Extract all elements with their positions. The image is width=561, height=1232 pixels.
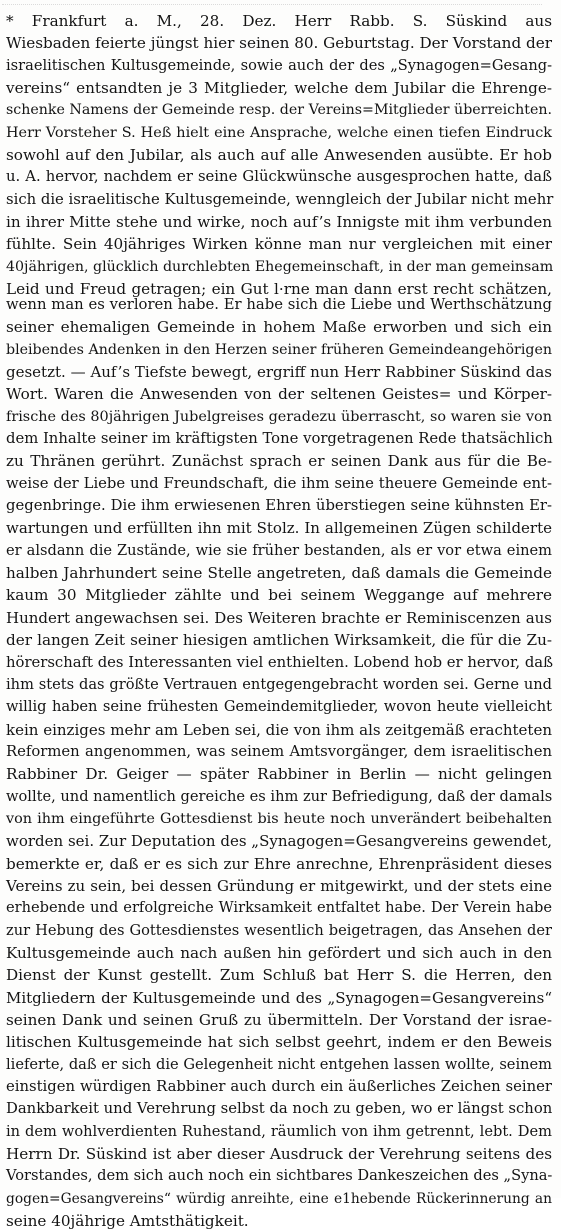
text-line: er alsdann die Zustände, wie sie früher bestanden, als er vor etwa einem [6, 541, 552, 559]
text-line: worden sei. Zur Deputation des „Synagogen=Gesangvereins gewendet, [6, 832, 552, 851]
text-line: Dienst der Kunst gestellt. Zum Schluß bat Herr S. die Herren, den [6, 966, 552, 985]
text-line: Wort. Waren die Anwesenden von der seltenen Geistes= und Körper- [6, 385, 552, 404]
text-line: einstigen würdigen Rabbiner auch durch ein äußerliches Zeichen seiner [6, 1078, 552, 1096]
text-line: bemerkte er, daß er es sich zur Ehre anrechne, Ehrenpräsident dieses [6, 854, 552, 873]
text-line: halben Jahrhundert seine Stelle angetreten, daß damals die Gemeinde [6, 564, 552, 583]
article-paragraph-part-2 [6, 294, 552, 1232]
text-line: zur Hebung des Gottesdienstes wesentlich beigetragen, das Ansehen der [6, 921, 552, 939]
text-line: vereins“ entsandten je 3 Mitglieder, welche dem Jubilar die Ehrenge- [6, 79, 552, 98]
text-line: gesetzt. — Auf’s Tiefste bewegt, ergriff nun Herr Rabbiner Süskind das [6, 363, 552, 382]
text-line: hörerschaft des Interessanten viel enthielten. Lobend hob er hervor, daß [6, 653, 553, 671]
text-line: sowohl auf den Jubilar, als auch auf alle Anwesenden ausübte. Er hob [6, 146, 552, 165]
torn-top-edge [2, 0, 542, 5]
text-line: schenke Namens der Gemeinde resp. der Vereins=Mitglieder überreichten. [6, 102, 552, 119]
text-line: seiner ehemaligen Gemeinde in hohem Maße erworben und sich ein [6, 318, 552, 337]
text-line: Leid und Freud getragen; ein Gut l·rne man dann erst recht schätzen, [6, 280, 552, 299]
text-line: Rabbiner Dr. Geiger — später Rabbiner in Berlin — nicht gelingen [6, 765, 552, 784]
text-line: gegenbringe. Die ihm erwiesenen Ehren überstiegen seine kühnsten Er- [6, 497, 552, 515]
text-line: lieferte, daß er sich die Gelegenheit nicht entgehen lassen wollte, seinem [6, 1055, 552, 1073]
text-line: Hundert angewachsen sei. Des Weiteren brachte er Reminiscenzen aus [6, 608, 552, 627]
text-line: Herr Vorsteher S. Heß hielt eine Ansprache, welche einen tiefen Eindruck [6, 124, 552, 141]
text-line: Vorstandes, dem sich auch noch ein sichtbares Dankeszeichen des „Syna- [6, 1167, 553, 1185]
text-line: sich die israelitische Kultusgemeinde, wenngleich der Jubilar nicht mehr [6, 190, 554, 208]
text-line: frische des 80jährigen Jubelgreises geradezu überrascht, so waren sie von [6, 408, 552, 425]
text-line: * Frankfurt a. M., 28. Dez. Herr Rabb. S. Süskind aus [6, 12, 552, 30]
text-line: gogen=Gesangvereins“ würdig anreihte, eine e1hebende Rückerinnerung an [6, 1190, 552, 1207]
text-line: in ihrer Mitte stehe und wirke, noch auf’s Innigste mit ihm verbunden [6, 213, 552, 232]
text-line: seine 40jährige Amtsthätigkeit. [6, 1212, 249, 1231]
text-line: willig haben seine frühesten Gemeindemitglieder, wovon heute vielleicht [6, 698, 552, 716]
text-line: kaum 30 Mitglieder zählte und bei seinem Weggange auf mehrere [6, 586, 552, 605]
text-line: wartungen und erfüllten ihn mit Stolz. In allgemeinen Zügen schilderte [6, 519, 552, 538]
text-line: ihm stets das größte Vertrauen entgegengebracht worden sei. Gerne und [6, 675, 552, 693]
text-line: Dankbarkeit und Verehrung selbst da noch zu geben, wo er längst schon [6, 1100, 553, 1118]
text-line: Vereins zu sein, bei dessen Gründung er mitgewirkt, und der stets eine [6, 876, 552, 895]
text-line: Wiesbaden feierte jüngst hier seinen 80. Geburtstag. Der Vorstand der [6, 34, 552, 53]
text-line: in dem wohlverdienten Ruhestand, räumlich von ihm getrennt, lebt. Dem [6, 1122, 552, 1140]
text-line: wenn man es verloren habe. Er habe sich die Liebe und Werthschätzung [6, 296, 552, 313]
text-line: seinen Dank und seinen Gruß zu übermitteln. Der Vorstand der israe- [6, 1011, 552, 1029]
text-line: wollte, und namentlich gereiche es ihm zur Befriedigung, daß der damals [6, 787, 553, 805]
text-line: Mitgliedern der Kultusgemeinde und des „Synagogen=Gesangvereins“ [6, 988, 552, 1007]
text-line: dem Inhalte seiner im kräftigsten Tone vorgetragenen Rede thatsächlich [6, 430, 553, 448]
text-line: weise der Liebe und Freundschaft, die ihm seine theuere Gemeinde ent- [6, 474, 552, 492]
text-line: 40jährigen, glücklich durchlebten Ehegemeinschaft, in der man gemeinsam [6, 258, 554, 275]
text-line: u. A. hervor, nachdem er seine Glückwünsche ausgesprochen hatte, daß [6, 168, 552, 186]
text-line: fühlte. Sein 40jähriges Wirken könne man nur vergleichen mit einer [6, 235, 552, 254]
text-line: Reformen angenommen, was seinem Amtsvorgänger, dem israelitischen [6, 742, 552, 760]
text-line: Herrn Dr. Süskind ist aber dieser Ausdruck der Verehrung seitens des [6, 1145, 552, 1164]
text-line: von ihm eingeführte Gottesdienst bis heute noch unverändert beibehalten [6, 810, 552, 827]
text-line: bleibendes Andenken in den Herzen seiner früheren Gemeindeangehörigen [6, 341, 552, 358]
article-paragraph-part-1 [6, 10, 552, 300]
text-line: Kultusgemeinde auch nach außen hin gefördert und sich auch in den [6, 943, 552, 962]
text-line: der langen Zeit seiner hiesigen amtlichen Wirksamkeit, die für die Zu- [6, 631, 552, 650]
text-line: erhebende und erfolgreiche Wirksamkeit entfaltet habe. Der Verein habe [6, 899, 552, 917]
text-line: kein einziges mehr am Leben sei, die von ihm als zeitgemäß erachteten [6, 720, 552, 739]
text-line: israelitischen Kultusgemeinde, sowie auch der des „Synagogen=Gesang- [6, 56, 552, 74]
text-line: zu Thränen gerührt. Zunächst sprach er seinen Dank aus für die Be- [6, 452, 552, 471]
text-line: litischen Kultusgemeinde hat sich selbst geehrt, indem er den Beweis [6, 1033, 552, 1052]
